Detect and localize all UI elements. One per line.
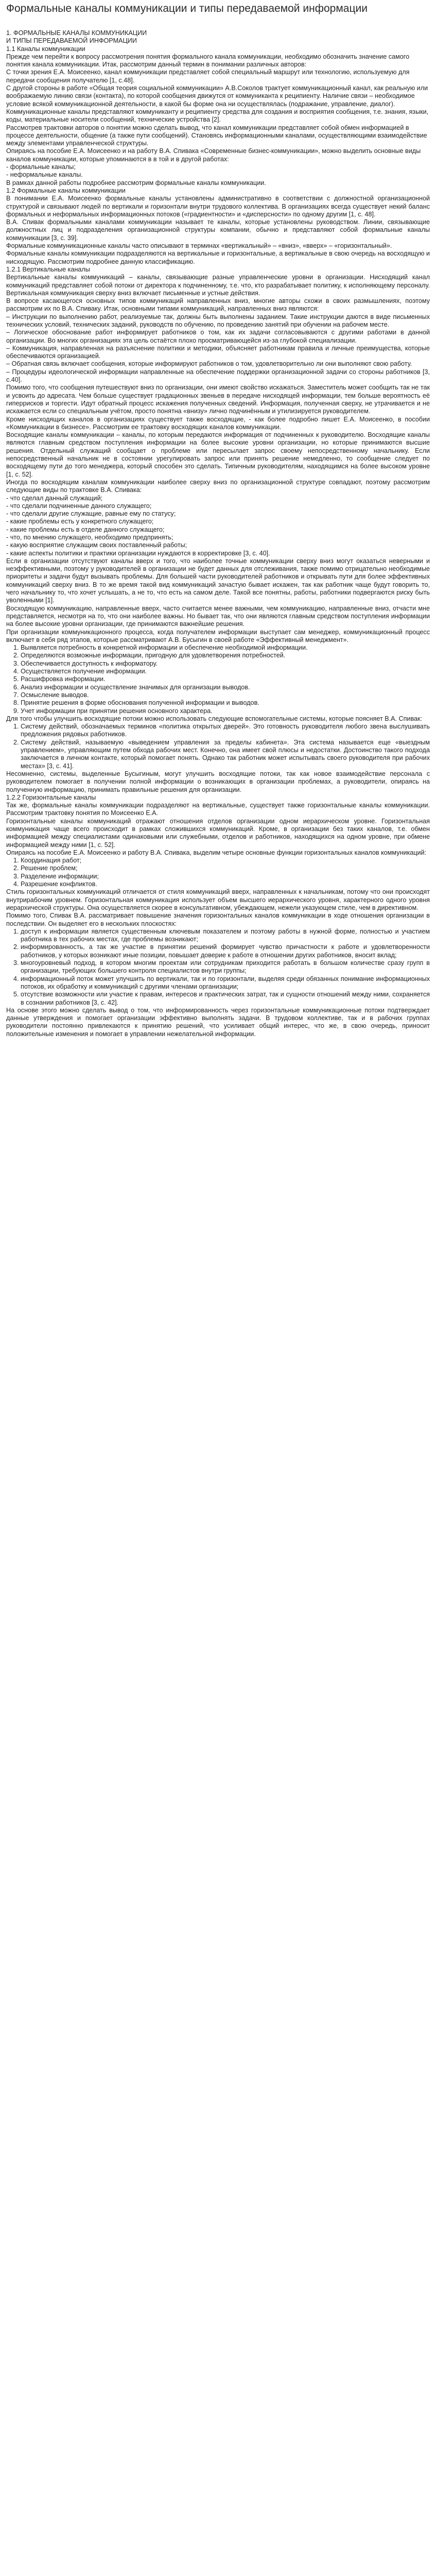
page-title: Формальные каналы коммуникации и типы передаваемой информации	[6, 3, 368, 14]
numbered-list	[6, 857, 430, 888]
paragraph: - какие аспекты политики и практики организации нуждаются в корректировке [3, с. 40].	[6, 549, 270, 557]
list-item: 3. Обеспечивается доступность к информатору.	[21, 660, 430, 668]
paragraph: Помимо того, Спивак В.А. рассматривает повышение значения горизонтальных каналов коммуникации в ходе отношения организации в последствии. Он выделяет его в нескольких плоскостях:	[6, 912, 430, 927]
list-item: 8. Принятие решения в форме обоснования полученной информации и выводов.	[21, 699, 430, 707]
paragraph: 1.2.2 Горизонтальные каналы	[6, 793, 96, 801]
paragraph: Вертикальные каналы коммуникаций – каналы, связывающие разные управленческие уровни в организации. Нисходящий канал коммуникаций представляет собой потоки от директора к подчиненному, т.е. что, кто разрабатывает политику, к исполняющему персоналу. Вертикальная коммуникация сверху вниз включает письменные и устные действия.	[6, 274, 430, 297]
paragraph: - что, по мнению служащего, необходимо предпринять;	[6, 534, 173, 541]
paragraph: Для того чтобы улучшить восходящие потоки можно использовать следующие вспомогательные системы, которые поясняет В.А. Спивак:	[6, 715, 423, 722]
list-item: 1. Выявляется потребность в конкретной информации и обеспечение необходимой информации.	[21, 644, 430, 652]
numbered-list	[6, 723, 430, 770]
list-item: 2. Систему действий, называемую «выведением управления за пределы кабинета». Эта система называется еще «выездным управлением», управляющим путем обхода рабочих мест. Конечно, она имеет свой плюсы и недостатки. Достоинство такого подхода заключается в личном контакте, который помогает понять. Однако так работник может испытывать своего руководителя при рабочих местах» [3, с. 41].	[21, 739, 430, 770]
paragraph: Опираясь на пособие Е.А. Моисеенко и на работу В.А. Спивака «Современные бизнес-коммуникации», можно выделить основные виды каналов коммуникации, которые упоминаются в в той и в другой работах:	[6, 147, 421, 163]
paragraph: - что сделали подчиненные данного служащего;	[6, 502, 152, 510]
list-item: 5. отсутствие возможности или участие к правам, интересов и практических затрат, так и сущности отношений между ними, сохраняется в сознании работников [3, с. 42].	[21, 991, 430, 1007]
paragraph: Помимо того, что сообщения путешествуют вниз по организации, они имеют свойство искажаться. Заместитель может сообщить так не так и усвоить до адресата. Чем больше существует градационных звеньев в передаче нисходящей информации, тем больше вероятность её гиперрисков и торгести. Идут обратный процесс искажения полученных сведений. Информация, полученная сверху, не утрачивается и не искажается если со специальным учётом, просто понятна «внизу» лично подчинённым и утилизируется руководителем.	[6, 384, 430, 415]
paragraph: Восходящую коммуникацию, направленные вверх, часто считается менее важными, чем коммуникацию, направленные вниз, отчасти мне представляется, несмотря на то, что они наиболее важны. Но бывает так, что они являются главным средством поступления информации на более высокие уровни организации, где принимаются важнейшие решения.	[6, 604, 430, 628]
list-item: 2. информированность, а так же участие в принятии решений формирует чувство причастности к работе и удовлетворенности работников, у которых возникают иные позиции, повышает доверие к работе в отношении других работников, вносит вклад;	[21, 943, 430, 959]
list-item: 2. Определяются возможные информации, пригодную для удовлетворения потребностей.	[21, 652, 430, 659]
paragraph: - что сделал данный служащий;	[6, 494, 103, 502]
list-item: 3. Разделение информации;	[21, 873, 430, 880]
paragraph: В.А. Спивак формальными каналами коммуникации называет те каналы, которые установлены руководством. Линии, связывающие должностных лиц и подразделения организационной структуры компании, обычно и представляют собой формальные каналы коммуникации [3, с. 39].	[6, 218, 430, 242]
paragraph: Прежде чем перейти к вопросу рассмотрения понятия формального канала коммуникации, необходимо обозначить значение самого понятия канала коммуникации. Итак, рассмотрим данный термин в понимании различных авторов:	[6, 53, 410, 69]
paragraph: – Обратная связь включает сообщения, которые информируют работников о том, удовлетворительно ли они выполняют свою работу.	[6, 360, 412, 368]
article-body	[6, 22, 430, 1038]
paragraph: - неформальные каналы.	[6, 171, 83, 179]
paragraph: - формальные каналы;	[6, 163, 76, 171]
paragraph: Восходящие каналы коммуникации – каналы, по которым передаются информация от подчиненных к руководителю. Восходящие каналы являются главным средством поступления информации на более высокие уровни организации, но которые принимаются высшие решения. Отдельный служащий сообщает о проблеме или пересылает запрос своему непосредственному начальнику. Если непосредственный начальник не в состоянии урегулировать запрос или принять решение немедленно, то сообщение следует по восходящему пути до того менеджера, который способен это сделать. Типичным руководителям, находящимся на более высоком уровне [1, с. 52].	[6, 431, 430, 478]
paragraph: Рассмотрев трактовки авторов о понятии можно сделать вывод, что канал коммуникации представляет собой обмен информацией в процессе деятельности, общение (а также пути сообщений). Становясь информационными каналами, осуществляющими взаимодействие между элементами управленческой структуры.	[6, 124, 427, 147]
list-item: 9. Учет информации при принятии решения основного характера.	[21, 707, 430, 715]
paragraph: Формальные каналы коммуникации подразделяются на вертикальные и горизонтальные, а вертикальные в свою очередь на восходящую и нисходящую. Рассмотрим подробнее данную классификацию.	[6, 250, 430, 265]
numbered-list	[6, 644, 430, 715]
paragraph: - какую восприятие служащим своих поставленный работы;	[6, 541, 187, 549]
paragraph: - какие проблемы есть у конкретного служащего;	[6, 518, 154, 526]
paragraph: На основе этого можно сделать вывод о том, что информированность через горизонтальные коммуникационные потоки подтверждает данные утверждения и помогает организации эффективно выполнять задачи. В трудовом коллективе, так и в рабочих группах руководители постоянно привлекаются к принятию решений, что усиливает общий интерес, что же, в свою очередь, приносит положительные изменения и помогает в управлении нежелательной информации.	[6, 1006, 430, 1038]
paragraph: Так же, формальные каналы коммуникации подразделяют на вертикальные, существует также горизонтальные каналы коммуникации. Рассмотрим трактовку понятия по Моисеенко Е.А.	[6, 802, 430, 817]
list-item: 2. Решение проблем;	[21, 865, 430, 872]
list-item: 4. Разрешение конфликтов.	[21, 880, 430, 888]
paragraph: С точки зрения Е.А. Моисеенко, канал коммуникации представляет собой специальный маршрут или технологию, используемую для передачи сообщения получателю [1, с.48].	[6, 69, 410, 84]
paragraph: 1. ФОРМАЛЬНЫЕ КАНАЛЫ КОММУНИКАЦИИ	[6, 29, 147, 37]
list-item: 4. Осуществляется получение информации.	[21, 668, 430, 675]
paragraph: Кроме нисходящих каналов в организациях существует также восходящие, - как более подробно пишет Е.А. Моисеенко, в пособии «Коммуникации в бизнесе». Рассмотрим ее трактовку восходящих каналов коммуникации.	[6, 415, 430, 431]
paragraph: - что сделали другие служащие, равные ему по статусу;	[6, 510, 176, 518]
paragraph: 1.2 Формальные каналы коммуникации	[6, 187, 126, 194]
list-item: 4. информационный поток может улучшить по вертикали, так и по горизонтали, выделяя среди обязанных понимание информационных потоков, их обработку и коммуникаций с другими членами организации;	[21, 975, 430, 991]
paragraph: С другой стороны в работе «Общая теория социальной коммуникации» А.В.Соколов трактует коммуникационный канал, как реальную или воображаемую линию связи (контакта), по которой сообщения движутся от коммуниканта к реципиенту. Наличие связи – необходимое условие всякой коммуникационной деятельности, в какой бы форме она ни осуществлялась (подражание, управление, диалог). Коммуникационные каналы представляют коммуниканту и реципиенту средства для создания и восприятия сообщения, т.е. знания, языки, коды, материальные носители сообщений, технические устройства [2].	[6, 84, 429, 124]
paragraph: – Инструкции по выполнению работ, реализуемые так, должны быть выполнены заданием. Такие инструкции даются в виде письменных технических условий, технических заданий, руководств по обучению, по проведению занятий при обучении на рабочем месте.	[6, 313, 430, 328]
spacer	[6, 22, 430, 29]
paragraph: При организации коммуникационного процесса, когда получателем информации выступает сам менеджер, коммуникационный процесс включает в себя ряд этапов, которые рассматривают А.В. Бусыгин в своей работе «Эффективный менеджмент».	[6, 628, 430, 643]
paragraph: В понимании Е.А. Моисеенко формальные каналы установлены административно в соответствии с должностной организационной структурой и связывают людей по вертикали и горизонтали внутри трудового коллектива. В организациях всегда существует некий баланс формальных и неформальных информационных потоков («градиентности» и «дисперсности» по одному другим [1, с. 48].	[6, 195, 430, 218]
document-page	[0, 0, 436, 1038]
list-item: 1. Систему действий, обозначаемых терминов «политика открытых дверей». Это готовность руководителя любого звена выслушивать предложения рядовых работников.	[21, 723, 430, 739]
numbered-list	[6, 928, 430, 1007]
paragraph: - какие проблемы есть в отделе данного служащего;	[6, 526, 165, 533]
paragraph: Если в организации отсутствуют каналы вверх и того, что наиболее точные коммуникации сверху вниз могут оказаться неверными и неэффективными, поэтому у руководителей в организации не будет данных для отслеживания, также помимо отрицательно необходимые приоритеты и задачи будут вызывать проблемы. Для большей части руководителей работников и открывать пути для более эффективных коммуникаций сверху вниз. В то же время такой вид коммуникаций зачастую бывает искажен, так как работник чаще будут говорить то, чего начальнику то, что хочет услышать, а не то, что есть на самом деле. Такой все понятны, работы, работники подвергаются риску быть уволенными [1].	[6, 557, 430, 604]
list-item: 3. многоуровневый подход, в котором многим проектам или сотрудникам приходится работать в большом количестве сразу групп в организации, требующих большего контроля специалистов внутри группы;	[21, 959, 430, 975]
paragraph: В вопросе касающегося основных типов коммуникаций направленных вниз, многие авторы схожи в своих размышлениях, поэтому рассмотрим их по В.А. Спиваку. Итак, основными типами коммуникаций, направленных вниз являются:	[6, 297, 430, 313]
paragraph: – Процедуры идеологической информации направленные на обеспечение поддержки организационной задачи со стороны работников [3, с.40].	[6, 368, 430, 384]
paragraph: Иногда по восходящим каналам коммуникации наиболее сверху вниз по организационной структуре совпадают, поэтому рассмотрим следующие виды по трактовке В.А. Спивака:	[6, 478, 430, 494]
list-item: 7. Осмысление выводов.	[21, 691, 430, 699]
paragraph: И ТИПЫ ПЕРЕДАВАЕМОЙ ИНФОРМАЦИИ	[6, 37, 137, 45]
list-item: 1. доступ к информации является существенным ключевым показателем и поэтому работы в нужной форме, полностью и участием работника в тех рабочих местах, где проблемы возникают;	[21, 928, 430, 944]
paragraph: – Логическое обоснование работ информирует работников о том, как их задачи согласовываются с другими работами в данной организации. Во многих организациях эта цель остаётся плохо просматривающейся из-за глубокой специализации.	[6, 329, 430, 344]
paragraph: В рамках данной работы подробнее рассмотрим формальные каналы коммуникации.	[6, 179, 266, 187]
paragraph: Стиль горизонтальных коммуникаций отличается от стиля коммуникаций вверх, направленных к начальникам, потому что они происходят внутрирабочим уровнем. Горизонтальная коммуникация использует объем высшего иерархического уровня, характерного одного уровня иерархической структуры. Она осуществляется скорее в консультативном, убеждающем, нежели указующем стиле, чем в директивном.	[6, 888, 430, 911]
paragraph: 1.1 Каналы коммуникации	[6, 45, 85, 53]
paragraph: Несомненно, системы, выделенные Бусыгиным, могут улучшить восходящие потоки, так как новое взаимодействие персонала с руководителем помогает в получении полной информации о возникающих в организации проблемах, а руководители, опираясь на полученную информацию, принимать правильные решения для организации.	[6, 770, 430, 793]
paragraph: 1.2.1 Вертикальные каналы	[6, 265, 90, 273]
list-item: 6. Анализ информации и осуществление значимых для организации выводов.	[21, 684, 430, 691]
paragraph: – Коммуникация, направленная на разъяснение политики и методики, объясняет работникам правила и личные преимущества, которые обеспечиваются организацией.	[6, 344, 430, 360]
list-item: 1. Координация работ;	[21, 857, 430, 865]
paragraph: Опираясь на пособие Е.А. Моисеенко и работу В.А. Спивака, выделим четыре основные функции горизонтальных каналов коммуникаций:	[6, 849, 427, 856]
paragraph: Формальные коммуникационные каналы часто описывают в терминах «вертикальный» – «вниз», «вверх» – «горизонтальный».	[6, 242, 392, 250]
list-item: 5. Расшифровка информации.	[21, 675, 430, 683]
paragraph: Горизонтальные каналы коммуникаций отражают отношения отделов организации одном иерархическом уровне. Горизонтальная коммуникация чаще всего происходит в рамках сложившихся коммуникаций. Кроме, в организации без таких каналов, т.е. обмен информацией между специалистами одинаковыми или служебными, отделов и работников, находящихся на одном уровне, при обмене информацией между ними [1, с. 52].	[6, 817, 430, 849]
